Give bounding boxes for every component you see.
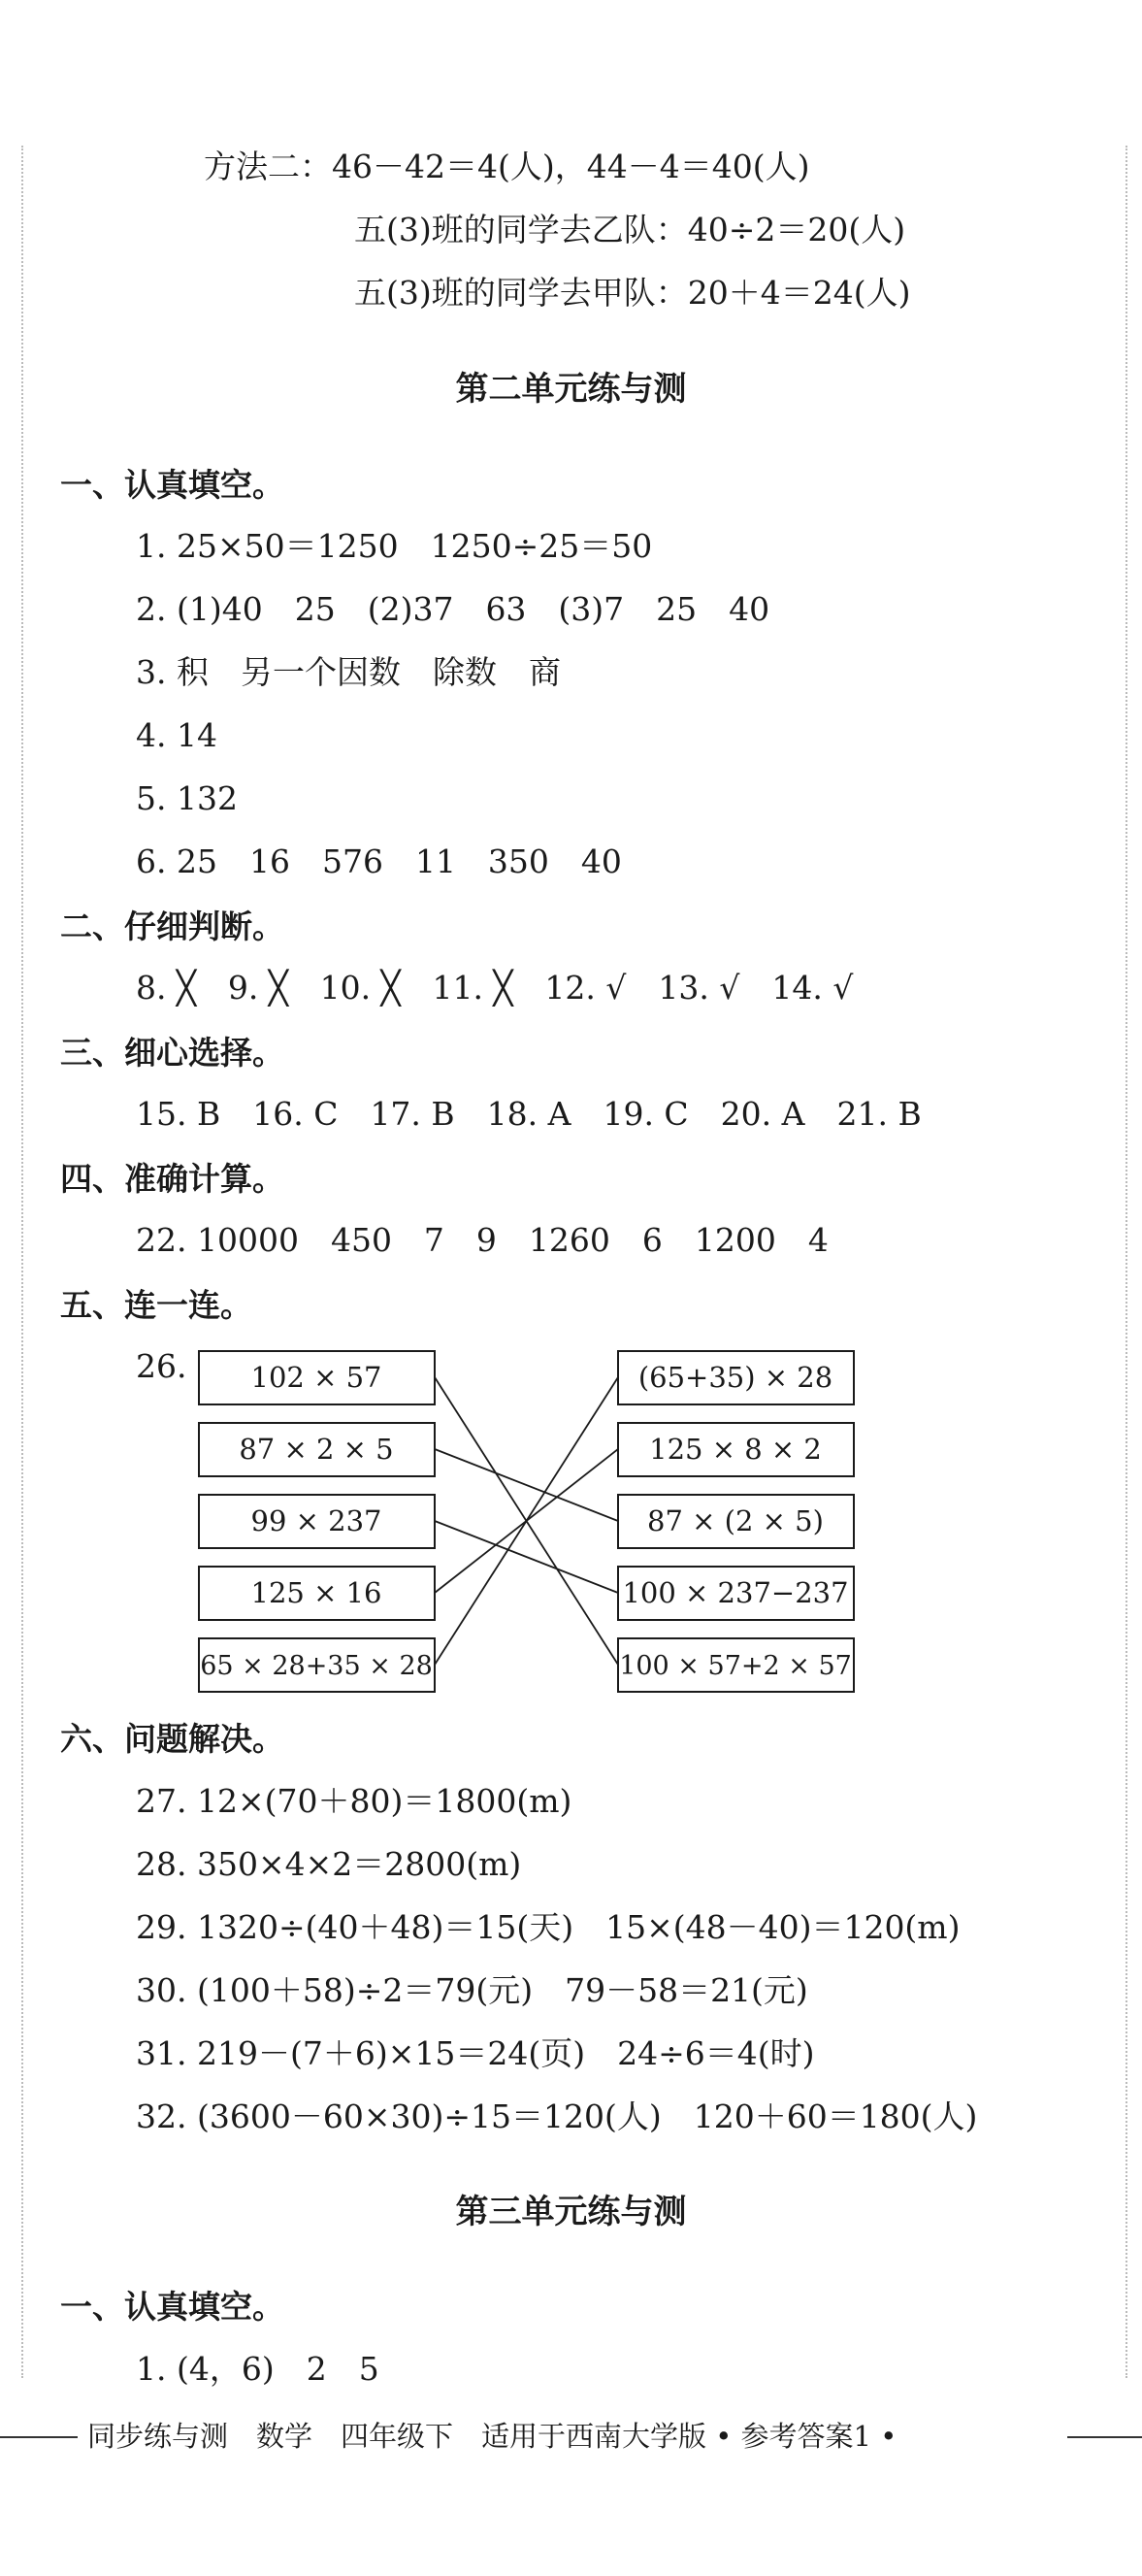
right-expr-5: 100 × 57+2 × 57 (619, 1651, 852, 1681)
footer-text: 同步练与测 数学 四年级下 适用于西南大学版 • 参考答案1 • (87, 2420, 897, 2453)
intro-line-2: 五(3)班的同学去乙队：40÷2＝20(人) (354, 211, 906, 248)
u2-s6-item-32: 32. (3600－60×30)÷15＝120(人) 120＋60＝180(人) (136, 2097, 978, 2135)
u2-s6-item-31: 31. 219－(7＋6)×15＝24(页) 24÷6＝4(时) (136, 2034, 815, 2072)
u2-s1-item-6: 6. 25 16 576 11 350 40 (136, 842, 622, 880)
u2-s5-heading: 五、连一连。 (60, 1286, 252, 1324)
u2-s6-item-28: 28. 350×4×2＝2800(m) (136, 1845, 522, 1883)
unit3-title: 第三单元练与测 (455, 2193, 687, 2231)
left-expr-3: 99 × 237 (250, 1504, 382, 1537)
u2-s6-heading: 六、问题解决。 (60, 1720, 284, 1758)
u2-s6-item-29: 29. 1320÷(40＋48)＝15(天) 15×(48－40)＝120(m) (136, 1908, 961, 1946)
u2-s4-heading: 四、准确计算。 (60, 1160, 284, 1198)
u2-s2-heading: 二、仔细判断。 (60, 908, 284, 945)
intro-line-3: 五(3)班的同学去甲队：20＋4＝24(人) (354, 274, 911, 312)
u2-s1-heading: 一、认真填空。 (60, 466, 284, 504)
link-line-2 (435, 1449, 618, 1521)
u2-s1-item-3: 3. 积 另一个因数 除数 商 (136, 653, 561, 691)
u2-s1-item-2: 2. (1)40 25 (2)37 63 (3)7 25 40 (136, 590, 770, 628)
left-expr-4: 125 × 16 (250, 1576, 382, 1609)
u2-s1-item-4: 4. 14 (136, 716, 217, 754)
u2-s4-answers: 22. 10000 450 7 9 1260 6 1200 4 (136, 1221, 829, 1259)
u2-s6-item-30: 30. (100＋58)÷2＝79(元) 79－58＝21(元) (136, 1971, 808, 2009)
u2-s3-answers: 15. B 16. C 17. B 18. A 19. C 20. A 21. B (136, 1095, 922, 1133)
page-footer (0, 2409, 1142, 2467)
u2-s5-number: 26. (136, 1347, 187, 1385)
u3-s1-item-1: 1. (4，6) 2 5 (136, 2350, 379, 2388)
u2-s1-item-5: 5. 132 (136, 779, 238, 817)
link-line-3 (435, 1521, 618, 1593)
u2-s2-answers: 8. ╳ 9. ╳ 10. ╳ 11. ╳ 12. √ 13. √ 14. √ (136, 969, 854, 1007)
unit2-title: 第二单元练与测 (455, 370, 687, 409)
u2-s3-heading: 三、细心选择。 (60, 1034, 284, 1072)
u2-s1-item-1: 1. 25×50＝1250 1250÷25＝50 (136, 527, 653, 565)
u2-s6-item-27: 27. 12×(70＋80)＝1800(m) (136, 1782, 572, 1820)
right-expr-1: (65+35) × 28 (637, 1361, 833, 1394)
intro-line-1: 方法二：46－42＝4(人)，44－4＝40(人) (204, 148, 810, 185)
right-expr-2: 125 × 8 × 2 (649, 1433, 822, 1466)
u3-s1-heading: 一、认真填空。 (60, 2288, 284, 2326)
footer-rule-right (1067, 2436, 1142, 2438)
right-expr-4: 100 × 237−237 (622, 1576, 849, 1609)
left-expr-1: 102 × 57 (250, 1361, 382, 1394)
left-expr-2: 87 × 2 × 5 (239, 1433, 394, 1466)
left-expr-5: 65 × 28+35 × 28 (200, 1651, 433, 1681)
footer-rule-left (0, 2436, 78, 2438)
right-expr-3: 87 × (2 × 5) (647, 1504, 824, 1537)
